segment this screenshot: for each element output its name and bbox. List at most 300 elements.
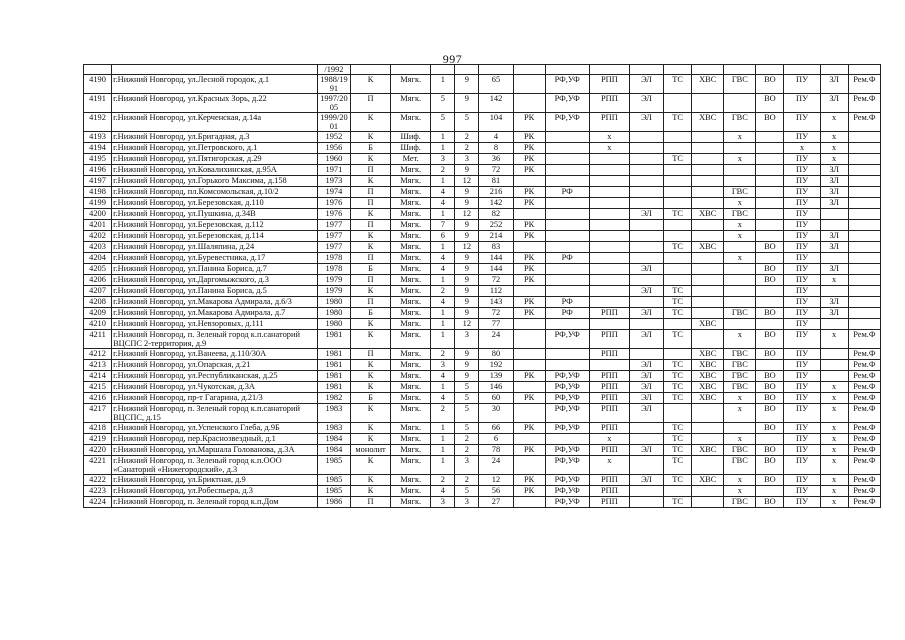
elevator-cell: [820, 319, 848, 330]
floors-cell: 9: [455, 297, 479, 308]
roof-type-cell: Мягк.: [391, 297, 431, 308]
entrances-cell: 1: [431, 143, 455, 154]
metering-cell: ПУ: [784, 456, 820, 475]
entrances-cell: 1: [431, 445, 455, 456]
year-built-cell: 1981: [317, 371, 350, 382]
roof-repair-cell: РК: [513, 486, 545, 497]
repair-fund-cell: Рем.Ф: [848, 382, 880, 393]
heating-repair-cell: ТС: [664, 456, 692, 475]
sewer-repair-cell: ВО: [756, 242, 784, 253]
facade-repair-cell: [545, 176, 589, 187]
metering-cell: ПУ: [784, 94, 820, 113]
cold-water-repair-cell: [692, 143, 724, 154]
wall-material-cell: К: [350, 154, 390, 165]
heating-repair-cell: ТС: [664, 242, 692, 253]
repair-fund-cell: [848, 297, 880, 308]
sewer-repair-cell: [756, 143, 784, 154]
apartments-cell: 252: [479, 220, 513, 231]
wall-material-cell: К: [350, 382, 390, 393]
sewer-repair-cell: ВО: [756, 371, 784, 382]
entrances-cell: 1: [431, 434, 455, 445]
year-built-cell: 1988/19 91: [317, 75, 350, 94]
facade-repair-cell: РФ: [545, 253, 589, 264]
hot-water-repair-cell: х: [724, 434, 756, 445]
roof-type-cell: Мягк.: [391, 404, 431, 423]
basement-repair-cell: [589, 209, 629, 220]
table-row: [84, 264, 881, 275]
elevator-cell: х: [820, 382, 848, 393]
address-cell: г.Нижний Новгород, ул.Березовская, д.112: [112, 220, 318, 231]
metering-cell: х: [784, 143, 820, 154]
table-row: [84, 319, 881, 330]
record-number-cell: 4204: [84, 253, 112, 264]
record-number-cell: 4194: [84, 143, 112, 154]
heating-repair-cell: ТС: [664, 297, 692, 308]
roof-repair-cell: [513, 94, 545, 113]
apartments-cell: 6: [479, 434, 513, 445]
hot-water-repair-cell: [724, 286, 756, 297]
facade-repair-cell: [545, 360, 589, 371]
table-row: [84, 423, 881, 434]
wall-material-cell: П: [350, 94, 390, 113]
heating-repair-cell: ТС: [664, 445, 692, 456]
cold-water-repair-cell: ХВС: [692, 371, 724, 382]
entrances-cell: 1: [431, 176, 455, 187]
floors-cell: 9: [455, 94, 479, 113]
entrances-cell: 4: [431, 371, 455, 382]
facade-repair-cell: РФ,УФ: [545, 94, 589, 113]
roof-type-cell: Мягк.: [391, 349, 431, 360]
basement-repair-cell: [589, 165, 629, 176]
facade-repair-cell: РФ: [545, 187, 589, 198]
record-number-cell: 4219: [84, 434, 112, 445]
roof-type-cell: Мягк.: [391, 371, 431, 382]
roof-repair-cell: РК: [513, 220, 545, 231]
roof-type-cell: Мягк.: [391, 434, 431, 445]
cold-water-repair-cell: ХВС: [692, 75, 724, 94]
facade-repair-cell: РФ,УФ: [545, 445, 589, 456]
floors-cell: 2: [455, 143, 479, 154]
wall-material-cell: Б: [350, 264, 390, 275]
hot-water-repair-cell: [724, 94, 756, 113]
electric-repair-cell: [629, 486, 663, 497]
year-built-cell: 1986: [317, 497, 350, 508]
repair-fund-cell: Рем.Ф: [848, 360, 880, 371]
heating-repair-cell: ТС: [664, 330, 692, 349]
roof-repair-cell: РК: [513, 445, 545, 456]
elevator-cell: [820, 349, 848, 360]
table-row: [84, 253, 881, 264]
hot-water-repair-cell: [724, 319, 756, 330]
repair-fund-cell: [848, 319, 880, 330]
repair-fund-cell: Рем.Ф: [848, 445, 880, 456]
apartments-cell: 142: [479, 94, 513, 113]
cold-water-repair-cell: ХВС: [692, 360, 724, 371]
heating-repair-cell: [664, 165, 692, 176]
floors-cell: 3: [455, 154, 479, 165]
heating-repair-cell: ТС: [664, 497, 692, 508]
wall-material-cell: К: [350, 242, 390, 253]
roof-repair-cell: РК: [513, 231, 545, 242]
sewer-repair-cell: [756, 486, 784, 497]
cold-water-repair-cell: [692, 132, 724, 143]
cold-water-repair-cell: [692, 330, 724, 349]
year-built-cell: 1980: [317, 319, 350, 330]
wall-material-cell: П: [350, 220, 390, 231]
metering-cell: ПУ: [784, 360, 820, 371]
wall-material-cell: П: [350, 349, 390, 360]
heating-repair-cell: [664, 187, 692, 198]
apartments-cell: 27: [479, 497, 513, 508]
metering-cell: ПУ: [784, 319, 820, 330]
roof-type-cell: Мягк.: [391, 497, 431, 508]
cold-water-repair-cell: [692, 404, 724, 423]
roof-type-cell: Мягк.: [391, 308, 431, 319]
floors-cell: 9: [455, 264, 479, 275]
record-number-cell: 4214: [84, 371, 112, 382]
year-built-cell: 1980: [317, 297, 350, 308]
table-row: [84, 65, 881, 75]
metering-cell: ПУ: [784, 434, 820, 445]
cold-water-repair-cell: ХВС: [692, 113, 724, 132]
repair-fund-cell: [848, 209, 880, 220]
apartments-cell: 144: [479, 253, 513, 264]
record-number-cell: 4211: [84, 330, 112, 349]
electric-repair-cell: [629, 319, 663, 330]
hot-water-repair-cell: [724, 297, 756, 308]
record-number-cell: 4201: [84, 220, 112, 231]
sewer-repair-cell: [756, 253, 784, 264]
roof-repair-cell: РК: [513, 297, 545, 308]
address-cell: г.Нижний Новгород, пер.Краснозвездный, д.1: [112, 434, 318, 445]
apartments-cell: 36: [479, 154, 513, 165]
entrances-cell: 3: [431, 497, 455, 508]
electric-repair-cell: [629, 423, 663, 434]
floors-cell: 5: [455, 404, 479, 423]
roof-type-cell: Мягк.: [391, 75, 431, 94]
roof-type-cell: Мягк.: [391, 393, 431, 404]
cold-water-repair-cell: [692, 497, 724, 508]
repair-fund-cell: Рем.Ф: [848, 404, 880, 423]
heating-repair-cell: ТС: [664, 75, 692, 94]
electric-repair-cell: ЭЛ: [629, 113, 663, 132]
roof-type-cell: Мягк.: [391, 382, 431, 393]
address-cell: г.Нижний Новгород, ул.Успенского Глеба, д.9Б: [112, 423, 318, 434]
repair-fund-cell: Рем.Ф: [848, 475, 880, 486]
repair-fund-cell: [848, 132, 880, 143]
floors-cell: 9: [455, 286, 479, 297]
sewer-repair-cell: ВО: [756, 382, 784, 393]
cold-water-repair-cell: [692, 456, 724, 475]
table-row: [84, 297, 881, 308]
sewer-repair-cell: [756, 360, 784, 371]
table-row: [84, 132, 881, 143]
table-row: [84, 209, 881, 220]
record-number-cell: 4212: [84, 349, 112, 360]
record-number-cell: 4190: [84, 75, 112, 94]
entrances-cell: 1: [431, 132, 455, 143]
entrances-cell: 1: [431, 456, 455, 475]
electric-repair-cell: [629, 349, 663, 360]
entrances-cell: 2: [431, 165, 455, 176]
floors-cell: 5: [455, 393, 479, 404]
heating-repair-cell: ТС: [664, 209, 692, 220]
basement-repair-cell: [589, 231, 629, 242]
table-row: [84, 176, 881, 187]
apartments-cell: 104: [479, 113, 513, 132]
record-number-cell: 4206: [84, 275, 112, 286]
electric-repair-cell: ЭЛ: [629, 393, 663, 404]
repair-fund-cell: Рем.Ф: [848, 113, 880, 132]
apartments-cell: 78: [479, 445, 513, 456]
basement-repair-cell: [589, 187, 629, 198]
cold-water-repair-cell: ХВС: [692, 382, 724, 393]
address-cell: г.Нижний Новгород, ул.Республиканская, д.25: [112, 371, 318, 382]
record-number-cell: 4195: [84, 154, 112, 165]
roof-type-cell: Мягк.: [391, 242, 431, 253]
facade-repair-cell: РФ,УФ: [545, 456, 589, 475]
floors-cell: 9: [455, 275, 479, 286]
basement-repair-cell: [589, 360, 629, 371]
roof-repair-cell: РК: [513, 113, 545, 132]
hot-water-repair-cell: х: [724, 404, 756, 423]
floors-cell: 2: [455, 445, 479, 456]
cold-water-repair-cell: [692, 94, 724, 113]
repair-fund-cell: [848, 220, 880, 231]
electric-repair-cell: ЭЛ: [629, 330, 663, 349]
sewer-repair-cell: ВО: [756, 113, 784, 132]
sewer-repair-cell: ВО: [756, 264, 784, 275]
electric-repair-cell: [629, 297, 663, 308]
cold-water-repair-cell: [692, 486, 724, 497]
repair-fund-cell: Рем.Ф: [848, 434, 880, 445]
wall-material-cell: П: [350, 297, 390, 308]
heating-repair-cell: ТС: [664, 475, 692, 486]
repair-fund-cell: Рем.Ф: [848, 486, 880, 497]
basement-repair-cell: [589, 220, 629, 231]
floors-cell: 9: [455, 187, 479, 198]
floors-cell: 12: [455, 319, 479, 330]
basement-repair-cell: РПП: [589, 382, 629, 393]
repair-fund-cell: Рем.Ф: [848, 393, 880, 404]
floors-cell: 9: [455, 349, 479, 360]
cold-water-repair-cell: [692, 434, 724, 445]
cold-water-repair-cell: [692, 297, 724, 308]
hot-water-repair-cell: ГВС: [724, 209, 756, 220]
record-number-cell: 4207: [84, 286, 112, 297]
cold-water-repair-cell: ХВС: [692, 393, 724, 404]
heating-repair-cell: ТС: [664, 113, 692, 132]
floors-cell: 3: [455, 330, 479, 349]
cold-water-repair-cell: [692, 253, 724, 264]
roof-type-cell: Мягк.: [391, 165, 431, 176]
electric-repair-cell: [629, 198, 663, 209]
roof-type-cell: Мягк.: [391, 275, 431, 286]
facade-repair-cell: [545, 319, 589, 330]
sewer-repair-cell: [756, 434, 784, 445]
apartments-cell: 24: [479, 456, 513, 475]
electric-repair-cell: [629, 497, 663, 508]
roof-type-cell: Мягк.: [391, 198, 431, 209]
entrances-cell: 3: [431, 360, 455, 371]
address-cell: г.Нижний Новгород, ул.Макарова Адмирала, д.7: [112, 308, 318, 319]
apartments-cell: 81: [479, 176, 513, 187]
floors-cell: 5: [455, 423, 479, 434]
facade-repair-cell: РФ,УФ: [545, 113, 589, 132]
apartments-cell: 72: [479, 308, 513, 319]
apartments-cell: 12: [479, 475, 513, 486]
elevator-cell: ЗЛ: [820, 242, 848, 253]
hot-water-repair-cell: х: [724, 486, 756, 497]
record-number-cell: 4209: [84, 308, 112, 319]
year-built-cell: 1985: [317, 475, 350, 486]
record-number-cell: 4202: [84, 231, 112, 242]
electric-repair-cell: [629, 220, 663, 231]
year-built-cell: 1977: [317, 231, 350, 242]
sewer-repair-cell: [756, 165, 784, 176]
electric-repair-cell: ЭЛ: [629, 209, 663, 220]
hot-water-repair-cell: [724, 165, 756, 176]
floors-cell: 2: [455, 132, 479, 143]
wall-material-cell: К: [350, 423, 390, 434]
apartments-cell: 65: [479, 75, 513, 94]
roof-type-cell: Мягк.: [391, 360, 431, 371]
electric-repair-cell: [629, 275, 663, 286]
elevator-cell: [820, 209, 848, 220]
record-number-cell: 4224: [84, 497, 112, 508]
roof-repair-cell: РК: [513, 154, 545, 165]
wall-material-cell: Б: [350, 308, 390, 319]
elevator-cell: [820, 286, 848, 297]
apartments-cell: 77: [479, 319, 513, 330]
year-built-cell: 1985: [317, 456, 350, 475]
metering-cell: ПУ: [784, 132, 820, 143]
roof-type-cell: Мет.: [391, 154, 431, 165]
facade-repair-cell: [545, 143, 589, 154]
cold-water-repair-cell: [692, 176, 724, 187]
sewer-repair-cell: [756, 132, 784, 143]
repair-fund-cell: Рем.Ф: [848, 330, 880, 349]
basement-repair-cell: РПП: [589, 349, 629, 360]
elevator-cell: ЗЛ: [820, 198, 848, 209]
wall-material-cell: К: [350, 371, 390, 382]
facade-repair-cell: [545, 286, 589, 297]
metering-cell: ПУ: [784, 165, 820, 176]
sewer-repair-cell: [756, 176, 784, 187]
roof-type-cell: Мягк.: [391, 286, 431, 297]
wall-material-cell: К: [350, 209, 390, 220]
sewer-repair-cell: ВО: [756, 94, 784, 113]
year-built-cell: 1984: [317, 434, 350, 445]
electric-repair-cell: [629, 242, 663, 253]
basement-repair-cell: х: [589, 132, 629, 143]
elevator-cell: ЗЛ: [820, 75, 848, 94]
heating-repair-cell: ТС: [664, 286, 692, 297]
apartments-cell: 214: [479, 231, 513, 242]
entrances-cell: 6: [431, 231, 455, 242]
address-cell: г.Нижний Новгород, ул.Красных Зорь, д.22: [112, 94, 318, 113]
entrances-cell: 1: [431, 242, 455, 253]
roof-repair-cell: [513, 176, 545, 187]
address-cell: г.Нижний Новгород, пл.Комсомольская, д.10/2: [112, 187, 318, 198]
cold-water-repair-cell: [692, 187, 724, 198]
facade-repair-cell: РФ: [545, 308, 589, 319]
floors-cell: 3: [455, 497, 479, 508]
facade-repair-cell: [545, 264, 589, 275]
roof-repair-cell: РК: [513, 253, 545, 264]
cold-water-repair-cell: ХВС: [692, 209, 724, 220]
apartments-cell: 66: [479, 423, 513, 434]
repair-fund-cell: [848, 231, 880, 242]
floors-cell: 9: [455, 253, 479, 264]
facade-repair-cell: РФ,УФ: [545, 382, 589, 393]
roof-repair-cell: РК: [513, 308, 545, 319]
roof-repair-cell: РК: [513, 371, 545, 382]
electric-repair-cell: ЭЛ: [629, 382, 663, 393]
electric-repair-cell: ЭЛ: [629, 404, 663, 423]
apartments-cell: 82: [479, 209, 513, 220]
apartments-cell: 142: [479, 198, 513, 209]
entrances-cell: 1: [431, 382, 455, 393]
floors-cell: 9: [455, 165, 479, 176]
hot-water-repair-cell: х: [724, 393, 756, 404]
metering-cell: ПУ: [784, 371, 820, 382]
year-built-cell: 1981: [317, 360, 350, 371]
sewer-repair-cell: [756, 286, 784, 297]
year-built-cell: 1979: [317, 286, 350, 297]
repair-fund-cell: [848, 176, 880, 187]
roof-repair-cell: РК: [513, 393, 545, 404]
year-built-cell: 1978: [317, 264, 350, 275]
record-number-cell: 4213: [84, 360, 112, 371]
roof-repair-cell: [513, 360, 545, 371]
basement-repair-cell: [589, 319, 629, 330]
electric-repair-cell: ЭЛ: [629, 286, 663, 297]
sewer-repair-cell: [756, 154, 784, 165]
address-cell: г.Нижний Новгород, ул.Шаляпина, д.24: [112, 242, 318, 253]
electric-repair-cell: [629, 176, 663, 187]
sewer-repair-cell: [756, 319, 784, 330]
elevator-cell: х: [820, 486, 848, 497]
entrances-cell: 4: [431, 297, 455, 308]
entrances-cell: 5: [431, 94, 455, 113]
cold-water-repair-cell: [692, 275, 724, 286]
repair-fund-cell: Рем.Ф: [848, 75, 880, 94]
wall-material-cell: К: [350, 286, 390, 297]
facade-repair-cell: РФ,УФ: [545, 75, 589, 94]
year-built-cell: 1956: [317, 143, 350, 154]
record-number-cell: 4197: [84, 176, 112, 187]
elevator-cell: ЗЛ: [820, 94, 848, 113]
facade-repair-cell: [545, 349, 589, 360]
roof-repair-cell: РК: [513, 187, 545, 198]
heating-repair-cell: [664, 404, 692, 423]
roof-type-cell: Мягк.: [391, 264, 431, 275]
year-built-cell: 1976: [317, 198, 350, 209]
record-number-cell: 4193: [84, 132, 112, 143]
basement-repair-cell: [589, 286, 629, 297]
entrances-cell: 2: [431, 404, 455, 423]
elevator-cell: х: [820, 275, 848, 286]
elevator-cell: [820, 360, 848, 371]
heating-repair-cell: [664, 220, 692, 231]
table-row: [84, 434, 881, 445]
entrances-cell: 1: [431, 330, 455, 349]
address-cell: г.Нижний Новгород, ул.Керченская, д.14а: [112, 113, 318, 132]
address-cell: г.Нижний Новгород, ул.Пятигорская, д.29: [112, 154, 318, 165]
year-built-cell: 1977: [317, 242, 350, 253]
roof-repair-cell: [513, 382, 545, 393]
